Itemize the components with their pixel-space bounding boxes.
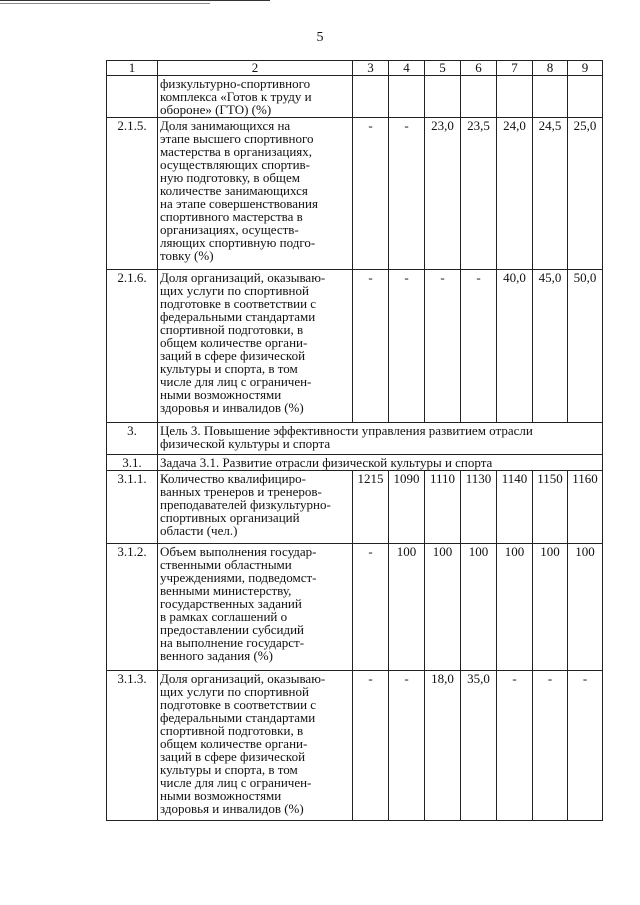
header-row [107,61,603,76]
text-line: физкультурно-спортивного [160,76,311,91]
text-line: заций в сфере физической [160,348,306,363]
value-col-8: 24,5 [533,118,568,270]
value-col-3: - [353,671,389,821]
value-col-7 [497,76,533,118]
header-cell: 4 [389,61,425,76]
text-line: заций в сфере физической [160,749,306,764]
text-line: Количество квалифициро- [160,471,306,486]
value-col-5: - [425,270,461,423]
text-line: здоровья и инвалидов (%) [160,801,304,816]
text-line: подготовке в соответствии с [160,697,317,712]
task-row [107,455,603,471]
text-line: преподавателей физкультурно- [160,497,331,512]
text-line: области (чел.) [160,523,238,538]
text-line: осуществляющих спортив- [160,157,311,172]
indicators-table [106,60,603,821]
header-cell: 6 [461,61,497,76]
text-line: здоровья и инвалидов (%) [160,400,304,415]
header-cell: 9 [568,61,603,76]
text-line: числе для лиц с ограничен- [160,374,312,389]
value-col-9 [568,76,603,118]
row-number: 2.1.5. [107,118,158,270]
text-line: товку (%) [160,248,214,263]
value-col-8: 45,0 [533,270,568,423]
top-rule-secondary [0,3,210,4]
text-line: комплекса «Готов к труду и [160,89,312,104]
text-line: ными возможностями [160,788,282,803]
text-line: спортивного мастерства в [160,209,303,224]
text-line: количестве занимающихся [160,183,308,198]
value-col-8: 100 [533,544,568,671]
value-col-6: 1130 [461,471,497,544]
top-rule [0,0,270,1]
text-line: федеральными стандартами [160,710,316,725]
text-line: обороне» (ГТО) (%) [160,102,272,117]
value-col-8: 1150 [533,471,568,544]
text-line: культуры и спорта, в том [160,361,298,376]
text-line: общем количестве органи- [160,335,308,350]
row-number: 3.1.1. [107,471,158,544]
text-line: мастерства в организациях, [160,144,313,159]
value-col-5: 100 [425,544,461,671]
table-row [107,544,603,671]
indicator-name [158,118,353,270]
value-col-6: 35,0 [461,671,497,821]
row-number: 3. [107,423,158,455]
table-row [107,270,603,423]
indicator-name [158,544,353,671]
value-col-5: 1110 [425,471,461,544]
value-col-5: 23,0 [425,118,461,270]
goal-text [158,423,603,455]
value-col-7: - [497,671,533,821]
table-row [107,118,603,270]
value-col-8: - [533,671,568,821]
row-number: 3.1.2. [107,544,158,671]
text-line: организациях, осуществ- [160,222,299,237]
value-col-3: - [353,118,389,270]
text-line: в рамках соглашений о [160,609,288,624]
text-line: ванных тренеров и тренеров- [160,484,322,499]
header-cell: 2 [158,61,353,76]
value-col-4 [389,76,425,118]
value-col-7: 24,0 [497,118,533,270]
text-line: щих услуги по спортивной [160,684,309,699]
text-line: этапе высшего спортивного [160,131,314,146]
value-col-4: 100 [389,544,425,671]
text-line: Доля занимающихся на [160,118,291,133]
value-col-5: 18,0 [425,671,461,821]
header-cell: 5 [425,61,461,76]
text-line: числе для лиц с ограничен- [160,775,312,790]
value-col-4: - [389,671,425,821]
header-cell: 1 [107,61,158,76]
header-cell: 7 [497,61,533,76]
text-line: государственных заданий [160,596,302,611]
text-line: подготовке в соответствии с [160,296,317,311]
value-col-6: 100 [461,544,497,671]
value-col-5 [425,76,461,118]
text-line: ственными областными [160,557,292,572]
table-row [107,671,603,821]
value-col-3 [353,76,389,118]
value-col-9: 100 [568,544,603,671]
value-col-7: 100 [497,544,533,671]
page-number: 5 [316,30,324,45]
value-col-9: 50,0 [568,270,603,423]
table-row [107,471,603,544]
continuation-row [107,76,603,118]
value-col-9: - [568,671,603,821]
value-col-6: - [461,270,497,423]
value-col-4: - [389,270,425,423]
value-col-9: 1160 [568,471,603,544]
text-line: федеральными стандартами [160,309,316,324]
header-cell: 8 [533,61,568,76]
text-line: ными возможностями [160,387,282,402]
indicator-name [158,671,353,821]
value-col-8 [533,76,568,118]
value-col-6 [461,76,497,118]
text-line: предоставлении субсидий [160,622,305,637]
value-col-3: 1215 [353,471,389,544]
indicator-name [158,471,353,544]
text-line: венного задания (%) [160,648,273,663]
text-line: ляющих спортивную подго- [160,235,316,250]
text-line: Доля организаций, оказываю- [160,671,326,686]
row-number: 2.1.6. [107,270,158,423]
row-number: 3.1.3. [107,671,158,821]
value-col-7: 40,0 [497,270,533,423]
value-col-3: - [353,270,389,423]
value-col-4: - [389,118,425,270]
goal-row [107,423,603,455]
text-line: Объем выполнения государ- [160,544,317,559]
text-line: спортивной подготовки, в [160,723,304,738]
indicator-name [158,270,353,423]
row-number: 3.1. [107,455,158,471]
text-line: на выполнение государст- [160,635,305,650]
text-line: общем количестве органи- [160,736,308,751]
text-line: учреждениями, подведомст- [160,570,317,585]
value-col-6: 23,5 [461,118,497,270]
value-col-9: 25,0 [568,118,603,270]
value-col-4: 1090 [389,471,425,544]
text-line: венными министерству, [160,583,292,598]
text-line: Доля организаций, оказываю- [160,270,326,285]
value-col-3: - [353,544,389,671]
task-text: Задача 3.1. Развитие отрасли физической культуры и спорта [158,455,603,471]
text-line: на этапе совершенствования [160,196,318,211]
text-line: спортивных организаций [160,510,300,525]
row-number [107,76,158,118]
text-line: щих услуги по спортивной [160,283,309,298]
text-line: культуры и спорта, в том [160,762,298,777]
value-col-7: 1140 [497,471,533,544]
indicator-name [158,76,353,118]
text-line: ную подготовку, в общем [160,170,300,185]
text-line: физической культуры и спорта [160,436,331,451]
text-line: спортивной подготовки, в [160,322,304,337]
header-cell: 3 [353,61,389,76]
text-line: Цель 3. Повышение эффективности управления развитием отрасли [160,423,533,438]
